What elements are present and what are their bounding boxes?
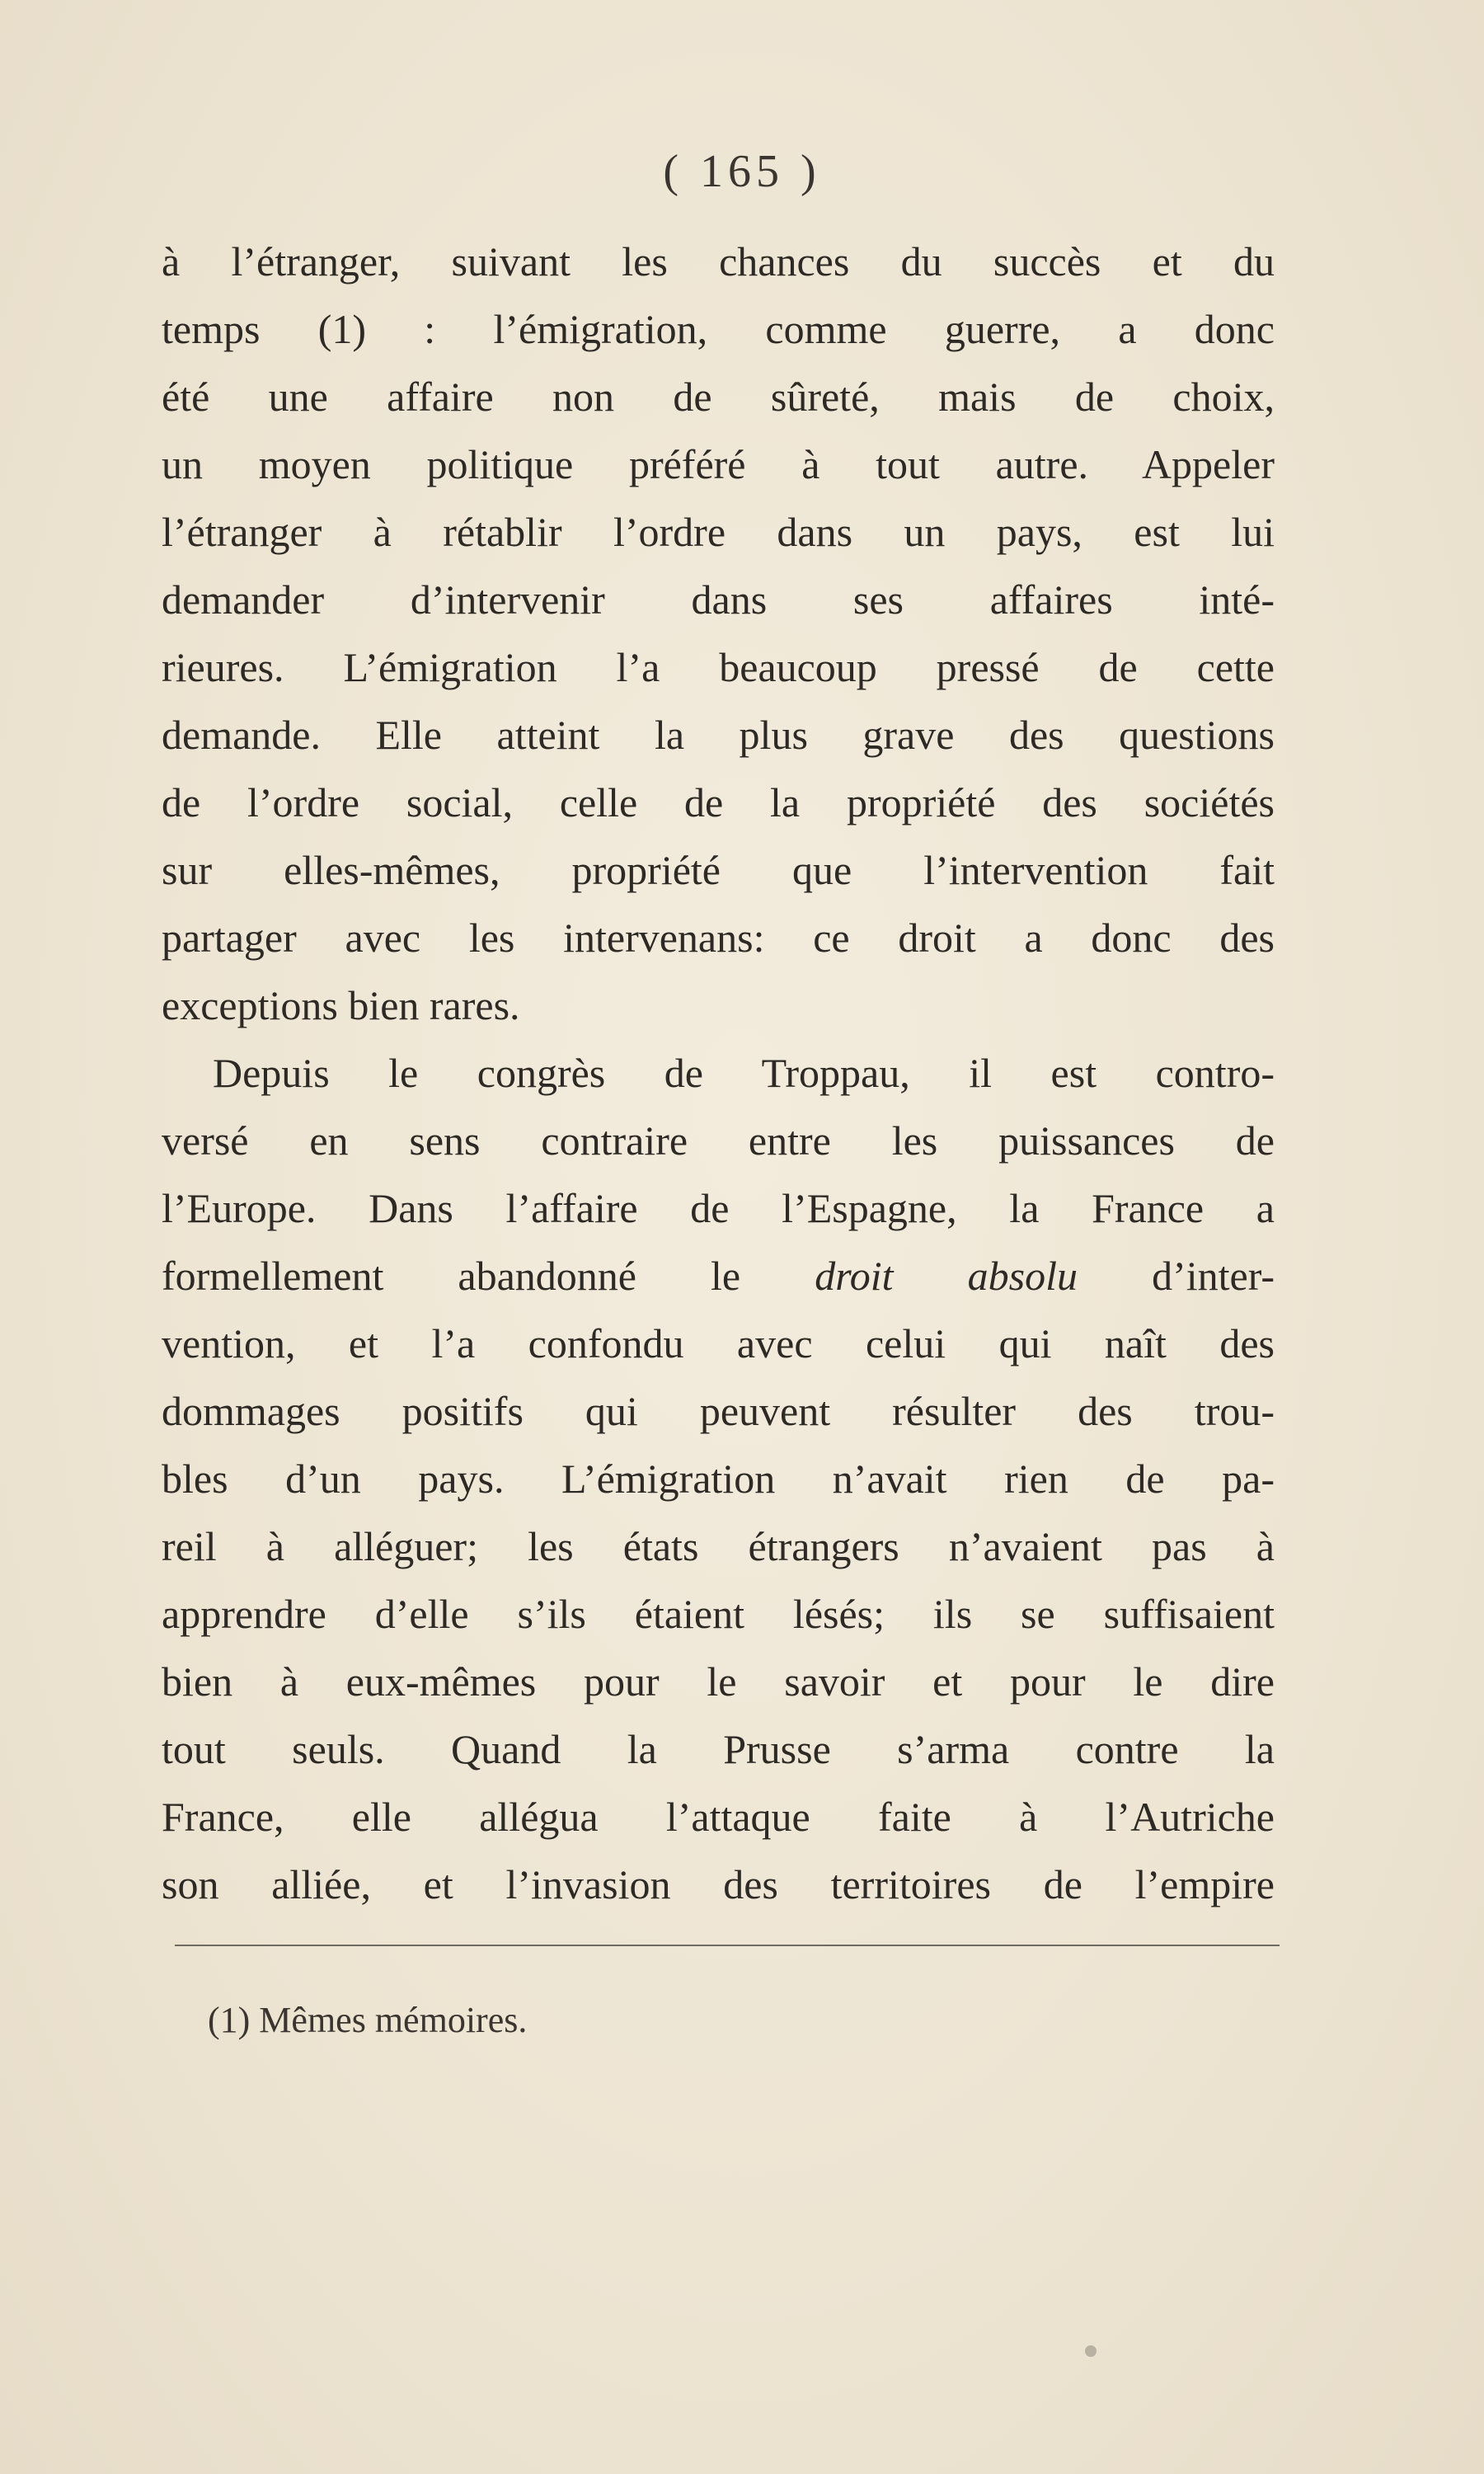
text-line: l’étranger à rétablir l’ordre dans un pays, est lui (162, 509, 1275, 555)
text-line: demander d’intervenir dans ses affaires inté- (162, 576, 1275, 623)
footnote-separator (175, 1945, 1280, 1946)
text-line: versé en sens contraire entre les puissances de (162, 1117, 1275, 1164)
text-line: bien à eux-mêmes pour le savoir et pour le dire (162, 1658, 1275, 1705)
text-line: reil à alléguer; les états étrangers n’avaient pas à (162, 1523, 1275, 1569)
text-line: dommages positifs qui peuvent résulter des trou- (162, 1388, 1275, 1434)
text-line: bles d’un pays. L’émigration n’avait rien de pa- (162, 1456, 1275, 1502)
text-line: rieures. L’émigration l’a beaucoup pressé de cette (162, 644, 1275, 690)
text-line: un moyen politique préféré à tout autre. Appeler (162, 441, 1275, 487)
text-line: sur elles-mêmes, propriété que l’intervention fait (162, 847, 1275, 893)
text-line: partager avec les intervenans: ce droit a donc des (162, 915, 1275, 961)
body-text (162, 228, 1275, 1918)
text-line: l’Europe. Dans l’affaire de l’Espagne, la France a (162, 1185, 1275, 1231)
text-line: de l’ordre social, celle de la propriété des sociétés (162, 779, 1275, 825)
text-line: vention, et l’a confondu avec celui qui naît des (162, 1320, 1275, 1366)
page-number: ( 165 ) (663, 146, 821, 197)
text-line: Depuis le congrès de Troppau, il est contro- (213, 1050, 1275, 1096)
emphasized-text: droit absolu (815, 1253, 1078, 1299)
text-line: tout seuls. Quand la Prusse s’arma contre la (162, 1726, 1275, 1772)
text-line: demande. Elle atteint la plus grave des questions (162, 712, 1275, 758)
text-line: apprendre d’elle s’ils étaient lésés; ils se suffisaient (162, 1591, 1275, 1637)
text-segment: d’inter- (1078, 1253, 1275, 1299)
text-line: France, elle allégua l’attaque faite à l’Autriche (162, 1794, 1275, 1840)
text-line: temps (1) : l’émigration, comme guerre, a donc (162, 306, 1275, 352)
text-line: été une affaire non de sûreté, mais de choix, (162, 374, 1275, 420)
text-line: à l’étranger, suivant les chances du succès et du (162, 238, 1275, 285)
paper-speck (1085, 2345, 1097, 2357)
text-line: son alliée, et l’invasion des territoires de l’empire (162, 1861, 1275, 1907)
text-line: exceptions bien rares. (162, 982, 520, 1028)
text-line-with-emphasis (162, 1242, 1275, 1310)
text-segment: formellement abandonné le (162, 1253, 815, 1299)
footnote: (1) Mêmes mémoires. (208, 2000, 528, 2040)
